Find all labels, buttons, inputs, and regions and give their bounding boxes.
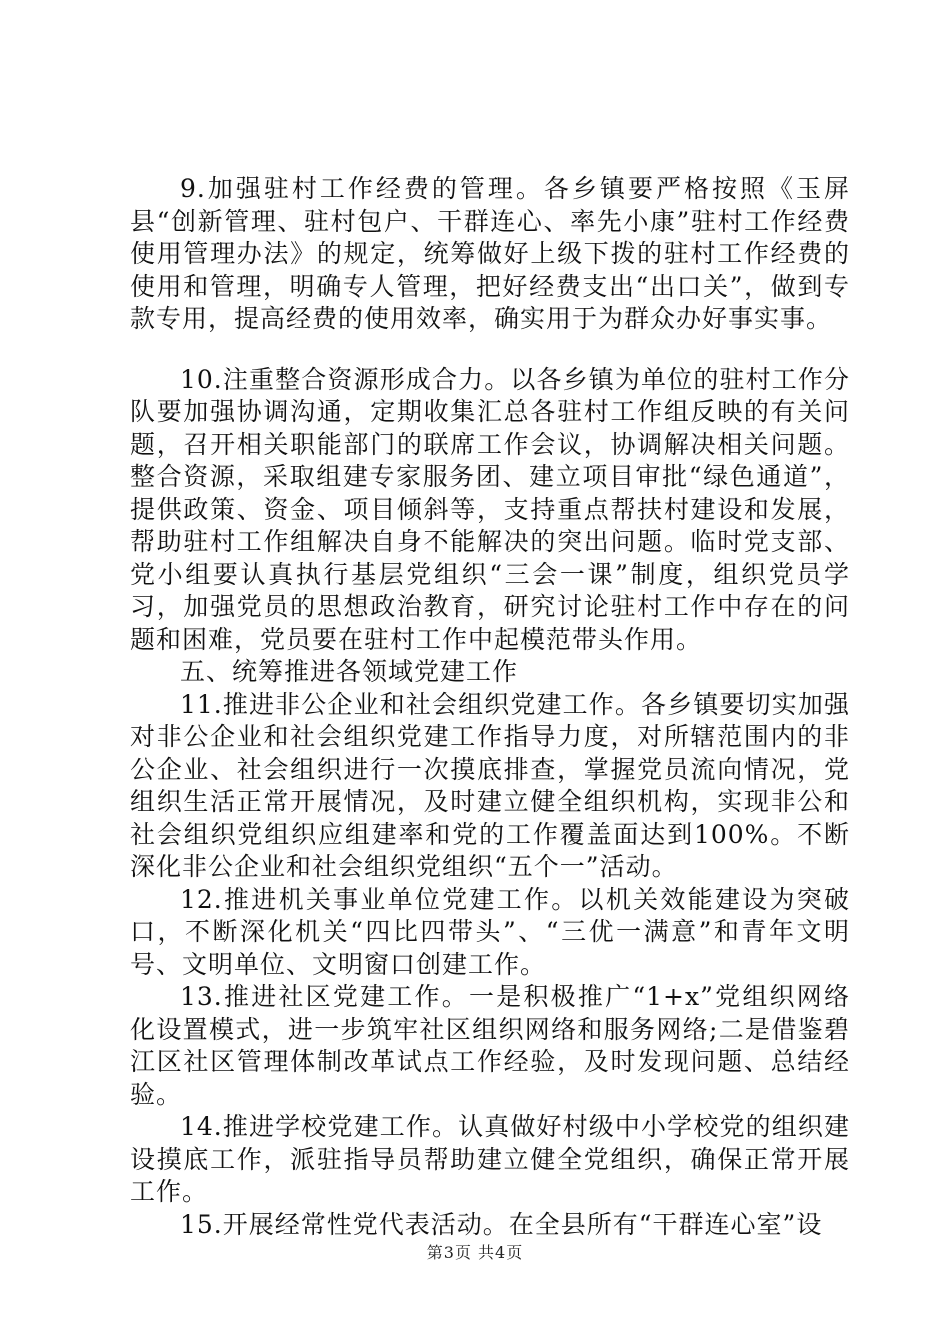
paragraph-item-15: 15.开展经常性党代表活动。在全县所有“干群连心室”设	[180, 1209, 823, 1239]
paragraph-item-9: 9.加强驻村工作经费的管理。各乡镇要严格按照《玉屏县“创新管理、驻村包户、干群连心、率先小康”驻村工作经费使用管理办法》的规定，统筹做好上级下拨的驻村工作经费的使用和管理，明确专人管理，把好经费支出“出口关”，做到专款专用，提高经费的使用效率，确实用于为群众办好事实事。	[130, 174, 850, 333]
paragraph-item-13: 13.推进社区党建工作。一是积极推广“1+x”党组织网络化设置模式，进一步筑牢社区组织网络和服务网络;二是借鉴碧江区社区管理体制改革试点工作经验，及时发现问题、总结经验。	[130, 982, 850, 1109]
paragraph-item-12: 12.推进机关事业单位党建工作。以机关效能建设为突破口，不断深化机关“四比四带头”、“三优一满意”和青年文明号、文明单位、文明窗口创建工作。	[130, 884, 850, 979]
document-body	[130, 173, 850, 1241]
paragraph-item-11: 11.推进非公企业和社会组织党建工作。各乡镇要切实加强对非公企业和社会组织党建工作指导力度，对所辖范围内的非公企业、社会组织进行一次摸底排查，掌握党员流向情况，党组织生活正常开展情况，及时建立健全组织机构，实现非公和社会组织党组织应组建率和党的工作覆盖面达到100%。不断深化非公企业和社会组织党组织“五个一”活动。	[130, 689, 850, 881]
page-footer: 第3页 共4页	[426, 1243, 524, 1262]
section-heading-5: 五、统筹推进各领域党建工作	[180, 657, 519, 686]
paragraph-item-10: 10.注重整合资源形成合力。以各乡镇为单位的驻村工作分队要加强协调沟通，定期收集汇总各驻村工作组反映的有关问题，召开相关职能部门的联席工作会议，协调解决相关问题。整合资源，采取组建专家服务团、建立项目审批“绿色通道”，提供政策、资金、项目倾斜等，支持重点帮扶村建设和发展，帮助驻村工作组解决自身不能解决的突出问题。临时党支部、党小组要认真执行基层党组织“三会一课”制度，组织党员学习，加强党员的思想政治教育，研究讨论驻村工作中存在的问题和困难，党员要在驻村工作中起模范带头作用。	[130, 364, 850, 654]
paragraph-item-14: 14.推进学校党建工作。认真做好村级中小学校党的组织建设摸底工作，派驻指导员帮助建立健全党组织，确保正常开展工作。	[130, 1112, 850, 1206]
